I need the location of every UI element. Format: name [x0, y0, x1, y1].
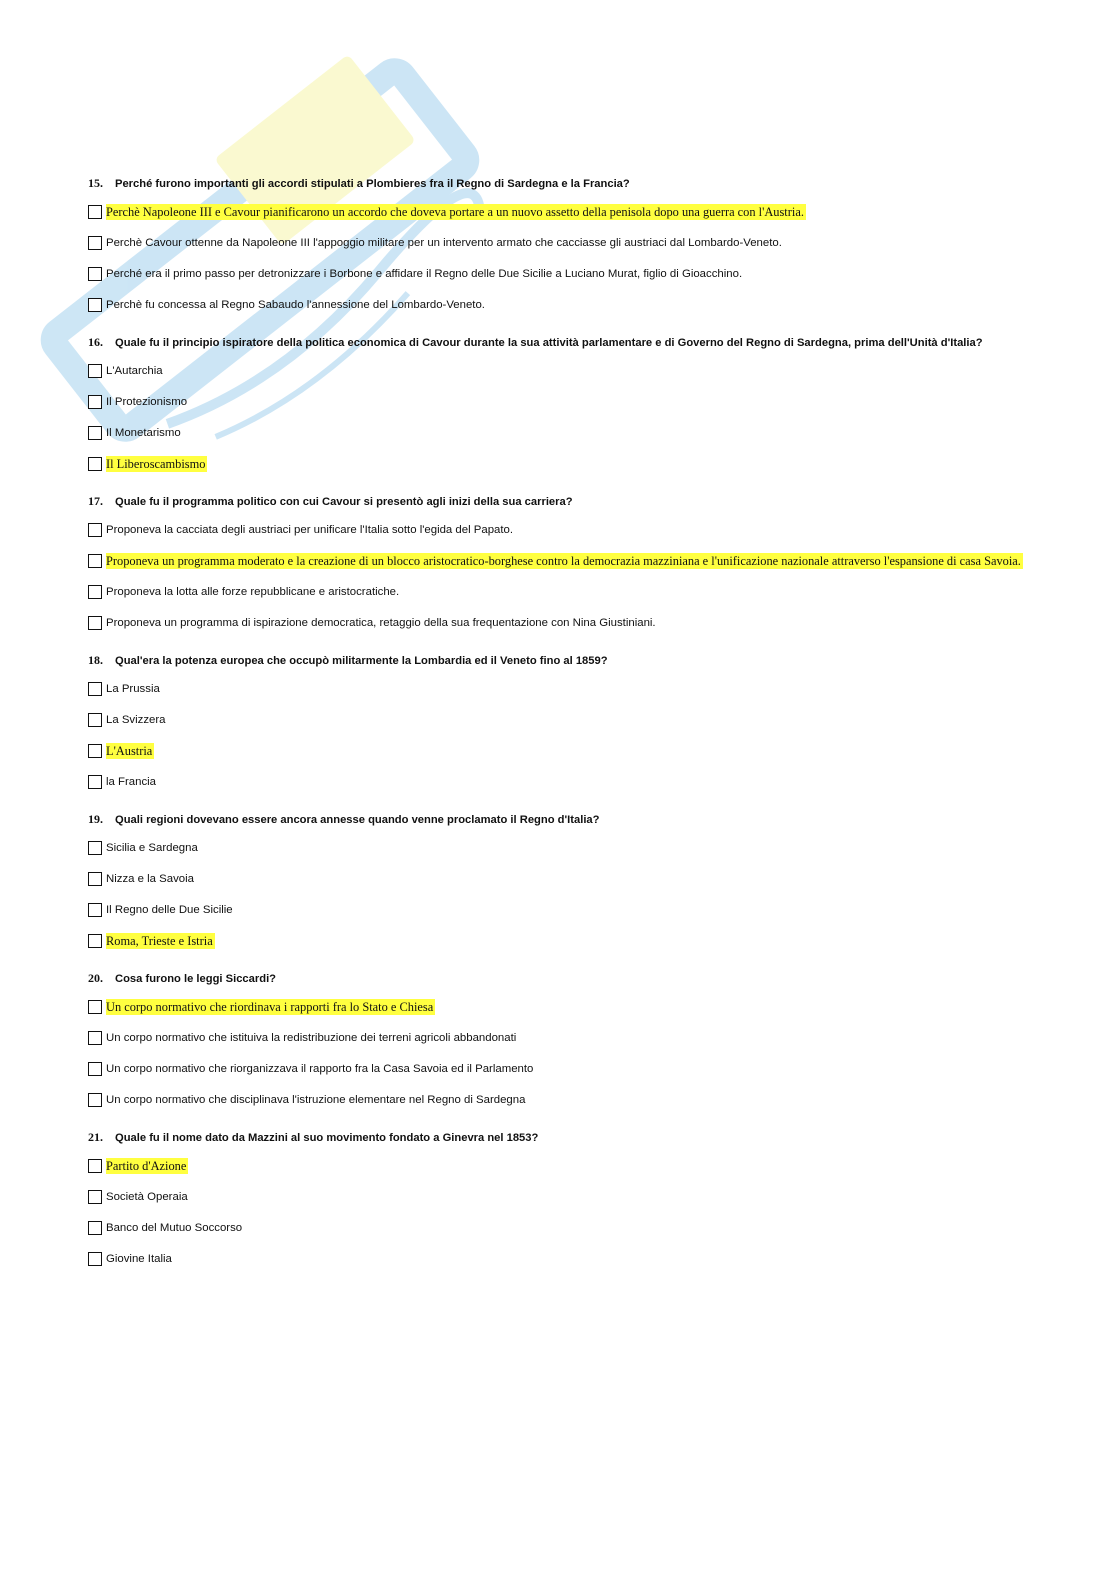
option-text: Un corpo normativo che disciplinava l'istruzione elementare nel Regno di Sardegna: [106, 1094, 526, 1106]
answer-option: [88, 235, 1028, 255]
checkbox[interactable]: [88, 872, 102, 886]
answer-option: [88, 584, 1028, 604]
answer-option: [88, 1061, 1028, 1081]
option-text: Il Regno delle Due Sicilie: [106, 904, 233, 916]
checkbox[interactable]: [88, 841, 102, 855]
option-text-wrapper: [106, 871, 1028, 887]
answer-option-highlighted: [88, 553, 1028, 573]
answer-option: [88, 297, 1028, 317]
option-text: La Prussia: [106, 683, 160, 695]
question-text: Quale fu il nome dato da Mazzini al suo movimento fondato a Ginevra nel 1853?: [115, 1132, 539, 1144]
question-text: Quale fu il principio ispiratore della politica economica di Cavour durante la sua attività parlamentare e di Governo del Regno di Sardegna, prima dell'Unità d'Italia?: [115, 337, 983, 349]
option-text-wrapper: [106, 774, 1028, 790]
answer-option-highlighted: [88, 999, 1028, 1019]
answer-option-highlighted: [88, 933, 1028, 953]
option-text: Giovine Italia: [106, 1253, 172, 1265]
checkbox[interactable]: [88, 1093, 102, 1107]
option-text: Il Protezionismo: [106, 396, 188, 408]
checkbox[interactable]: [88, 457, 102, 471]
option-text-wrapper: [106, 394, 1028, 410]
option-text: Proponeva un programma moderato e la creazione di un blocco aristocratico-borghese contro la democrazia mazziniana e l'unificazione nazionale attraverso l'espansione di casa Savoia.: [106, 554, 1021, 568]
answer-option: [88, 1092, 1028, 1112]
checkbox[interactable]: [88, 236, 102, 250]
answer-option: [88, 712, 1028, 732]
option-text: Perché era il primo passo per detronizzare i Borbone e affidare il Regno delle Due Sicilie a Luciano Murat, figlio di Gioacchino.: [106, 268, 743, 280]
answer-option-highlighted: [88, 204, 1028, 224]
question-title: [88, 494, 1028, 510]
answer-option: [88, 774, 1028, 794]
option-text-wrapper: [106, 553, 1028, 569]
question-block: [88, 1130, 1028, 1271]
question-title: [88, 653, 1028, 669]
answer-option: [88, 840, 1028, 860]
question-number: 19.: [88, 812, 103, 826]
option-text: Proponeva un programma di ispirazione democratica, retaggio della sua frequentazione con Nina Giustiniani.: [106, 617, 656, 629]
question-block: [88, 653, 1028, 794]
option-text-wrapper: [106, 204, 1028, 220]
option-text-wrapper: [106, 266, 1028, 282]
answer-option: [88, 1251, 1028, 1271]
option-text: Proponeva la cacciata degli austriaci per unificare l'Italia sotto l'egida del Papato.: [106, 524, 514, 536]
question-number: 16.: [88, 335, 103, 349]
checkbox[interactable]: [88, 585, 102, 599]
checkbox[interactable]: [88, 1252, 102, 1266]
option-text-wrapper: [106, 235, 1028, 251]
question-number: 18.: [88, 653, 103, 667]
option-text-wrapper: [106, 297, 1028, 313]
option-text: Roma, Trieste e Istria: [106, 934, 213, 948]
option-text-wrapper: [106, 1092, 1028, 1108]
option-text: Banco del Mutuo Soccorso: [106, 1222, 243, 1234]
answer-option-highlighted: [88, 456, 1028, 476]
option-text-wrapper: [106, 615, 1028, 631]
answer-option: [88, 681, 1028, 701]
answer-option: [88, 266, 1028, 286]
option-text-wrapper: [106, 681, 1028, 697]
checkbox[interactable]: [88, 1062, 102, 1076]
option-text: Proponeva la lotta alle forze repubblicane e aristocratiche.: [106, 586, 400, 598]
option-text: Il Monetarismo: [106, 427, 181, 439]
checkbox[interactable]: [88, 713, 102, 727]
question-block: [88, 494, 1028, 635]
answer-option: [88, 394, 1028, 414]
checkbox[interactable]: [88, 682, 102, 696]
option-text-wrapper: [106, 1030, 1028, 1046]
option-text: L'Austria: [106, 744, 153, 758]
checkbox[interactable]: [88, 616, 102, 630]
answer-option-highlighted: [88, 743, 1028, 763]
answer-option: [88, 902, 1028, 922]
question-block: [88, 176, 1028, 317]
question-block: [88, 971, 1028, 1112]
checkbox[interactable]: [88, 205, 102, 219]
answer-option: [88, 1189, 1028, 1209]
answer-option: [88, 425, 1028, 445]
question-title: [88, 971, 1028, 987]
answer-option: [88, 1220, 1028, 1240]
checkbox[interactable]: [88, 1159, 102, 1173]
answer-option: [88, 871, 1028, 891]
question-text: Cosa furono le leggi Siccardi?: [115, 973, 277, 985]
question-number: 20.: [88, 971, 103, 985]
checkbox[interactable]: [88, 426, 102, 440]
checkbox[interactable]: [88, 744, 102, 758]
option-text: La Svizzera: [106, 714, 166, 726]
option-text-wrapper: [106, 1158, 1028, 1174]
option-text: Nizza e la Savoia: [106, 873, 195, 885]
option-text-wrapper: [106, 1220, 1028, 1236]
checkbox[interactable]: [88, 1221, 102, 1235]
question-title: [88, 812, 1028, 828]
option-text-wrapper: [106, 840, 1028, 856]
option-text: Società Operaia: [106, 1191, 188, 1203]
checkbox[interactable]: [88, 1031, 102, 1045]
question-number: 17.: [88, 494, 103, 508]
question-number: 21.: [88, 1130, 103, 1144]
answer-option-highlighted: [88, 1158, 1028, 1178]
option-text: Partito d'Azione: [106, 1159, 187, 1173]
question-text: Quale fu il programma politico con cui Cavour si presentò agli inizi della sua carriera?: [115, 496, 573, 508]
option-text: Il Liberoscambismo: [106, 457, 206, 471]
option-text-wrapper: [106, 999, 1028, 1015]
question-title: [88, 335, 1028, 351]
checkbox[interactable]: [88, 1000, 102, 1014]
answer-option: [88, 363, 1028, 383]
answer-option: [88, 522, 1028, 542]
option-text-wrapper: [106, 1189, 1028, 1205]
option-text: Un corpo normativo che istituiva la redistribuzione dei terreni agricoli abbandonati: [106, 1032, 517, 1044]
question-title: [88, 1130, 1028, 1146]
option-text: Perchè fu concessa al Regno Sabaudo l'annessione del Lombardo-Veneto.: [106, 299, 485, 311]
question-block: [88, 812, 1028, 953]
option-text: Un corpo normativo che riorganizzava il rapporto fra la Casa Savoia ed il Parlamento: [106, 1063, 534, 1075]
checkbox[interactable]: [88, 395, 102, 409]
question-title: [88, 176, 1028, 192]
question-text: Qual'era la potenza europea che occupò militarmente la Lombardia ed il Veneto fino al 1859?: [115, 655, 608, 667]
option-text-wrapper: [106, 712, 1028, 728]
option-text-wrapper: [106, 1061, 1028, 1077]
option-text: Perchè Cavour ottenne da Napoleone III l'appoggio militare per un intervento armato che cacciasse gli austriaci dal Lombardo-Veneto.: [106, 237, 782, 249]
option-text-wrapper: [106, 933, 1028, 949]
option-text-wrapper: [106, 743, 1028, 759]
option-text-wrapper: [106, 456, 1028, 472]
option-text: L'Autarchia: [106, 365, 163, 377]
question-block: [88, 335, 1028, 476]
option-text: Sicilia e Sardegna: [106, 842, 198, 854]
question-number: 15.: [88, 176, 103, 190]
checkbox[interactable]: [88, 554, 102, 568]
option-text-wrapper: [106, 584, 1028, 600]
option-text: la Francia: [106, 776, 157, 788]
checkbox[interactable]: [88, 934, 102, 948]
quiz-content: [88, 176, 1028, 1289]
option-text-wrapper: [106, 363, 1028, 379]
checkbox[interactable]: [88, 364, 102, 378]
answer-option: [88, 615, 1028, 635]
option-text-wrapper: [106, 1251, 1028, 1267]
checkbox[interactable]: [88, 267, 102, 281]
question-text: Perché furono importanti gli accordi stipulati a Plombieres fra il Regno di Sardegna e la Francia?: [115, 178, 630, 190]
option-text-wrapper: [106, 522, 1028, 538]
option-text-wrapper: [106, 425, 1028, 441]
option-text: Perchè Napoleone III e Cavour pianificarono un accordo che doveva portare a un nuovo assetto della penisola dopo una guerra con l'Austria.: [106, 205, 804, 219]
checkbox[interactable]: [88, 523, 102, 537]
checkbox[interactable]: [88, 903, 102, 917]
option-text: Un corpo normativo che riordinava i rapporti fra lo Stato e Chiesa: [106, 1000, 434, 1014]
answer-option: [88, 1030, 1028, 1050]
checkbox[interactable]: [88, 298, 102, 312]
question-text: Quali regioni dovevano essere ancora annesse quando venne proclamato il Regno d'Italia?: [115, 814, 600, 826]
checkbox[interactable]: [88, 1190, 102, 1204]
checkbox[interactable]: [88, 775, 102, 789]
option-text-wrapper: [106, 902, 1028, 918]
